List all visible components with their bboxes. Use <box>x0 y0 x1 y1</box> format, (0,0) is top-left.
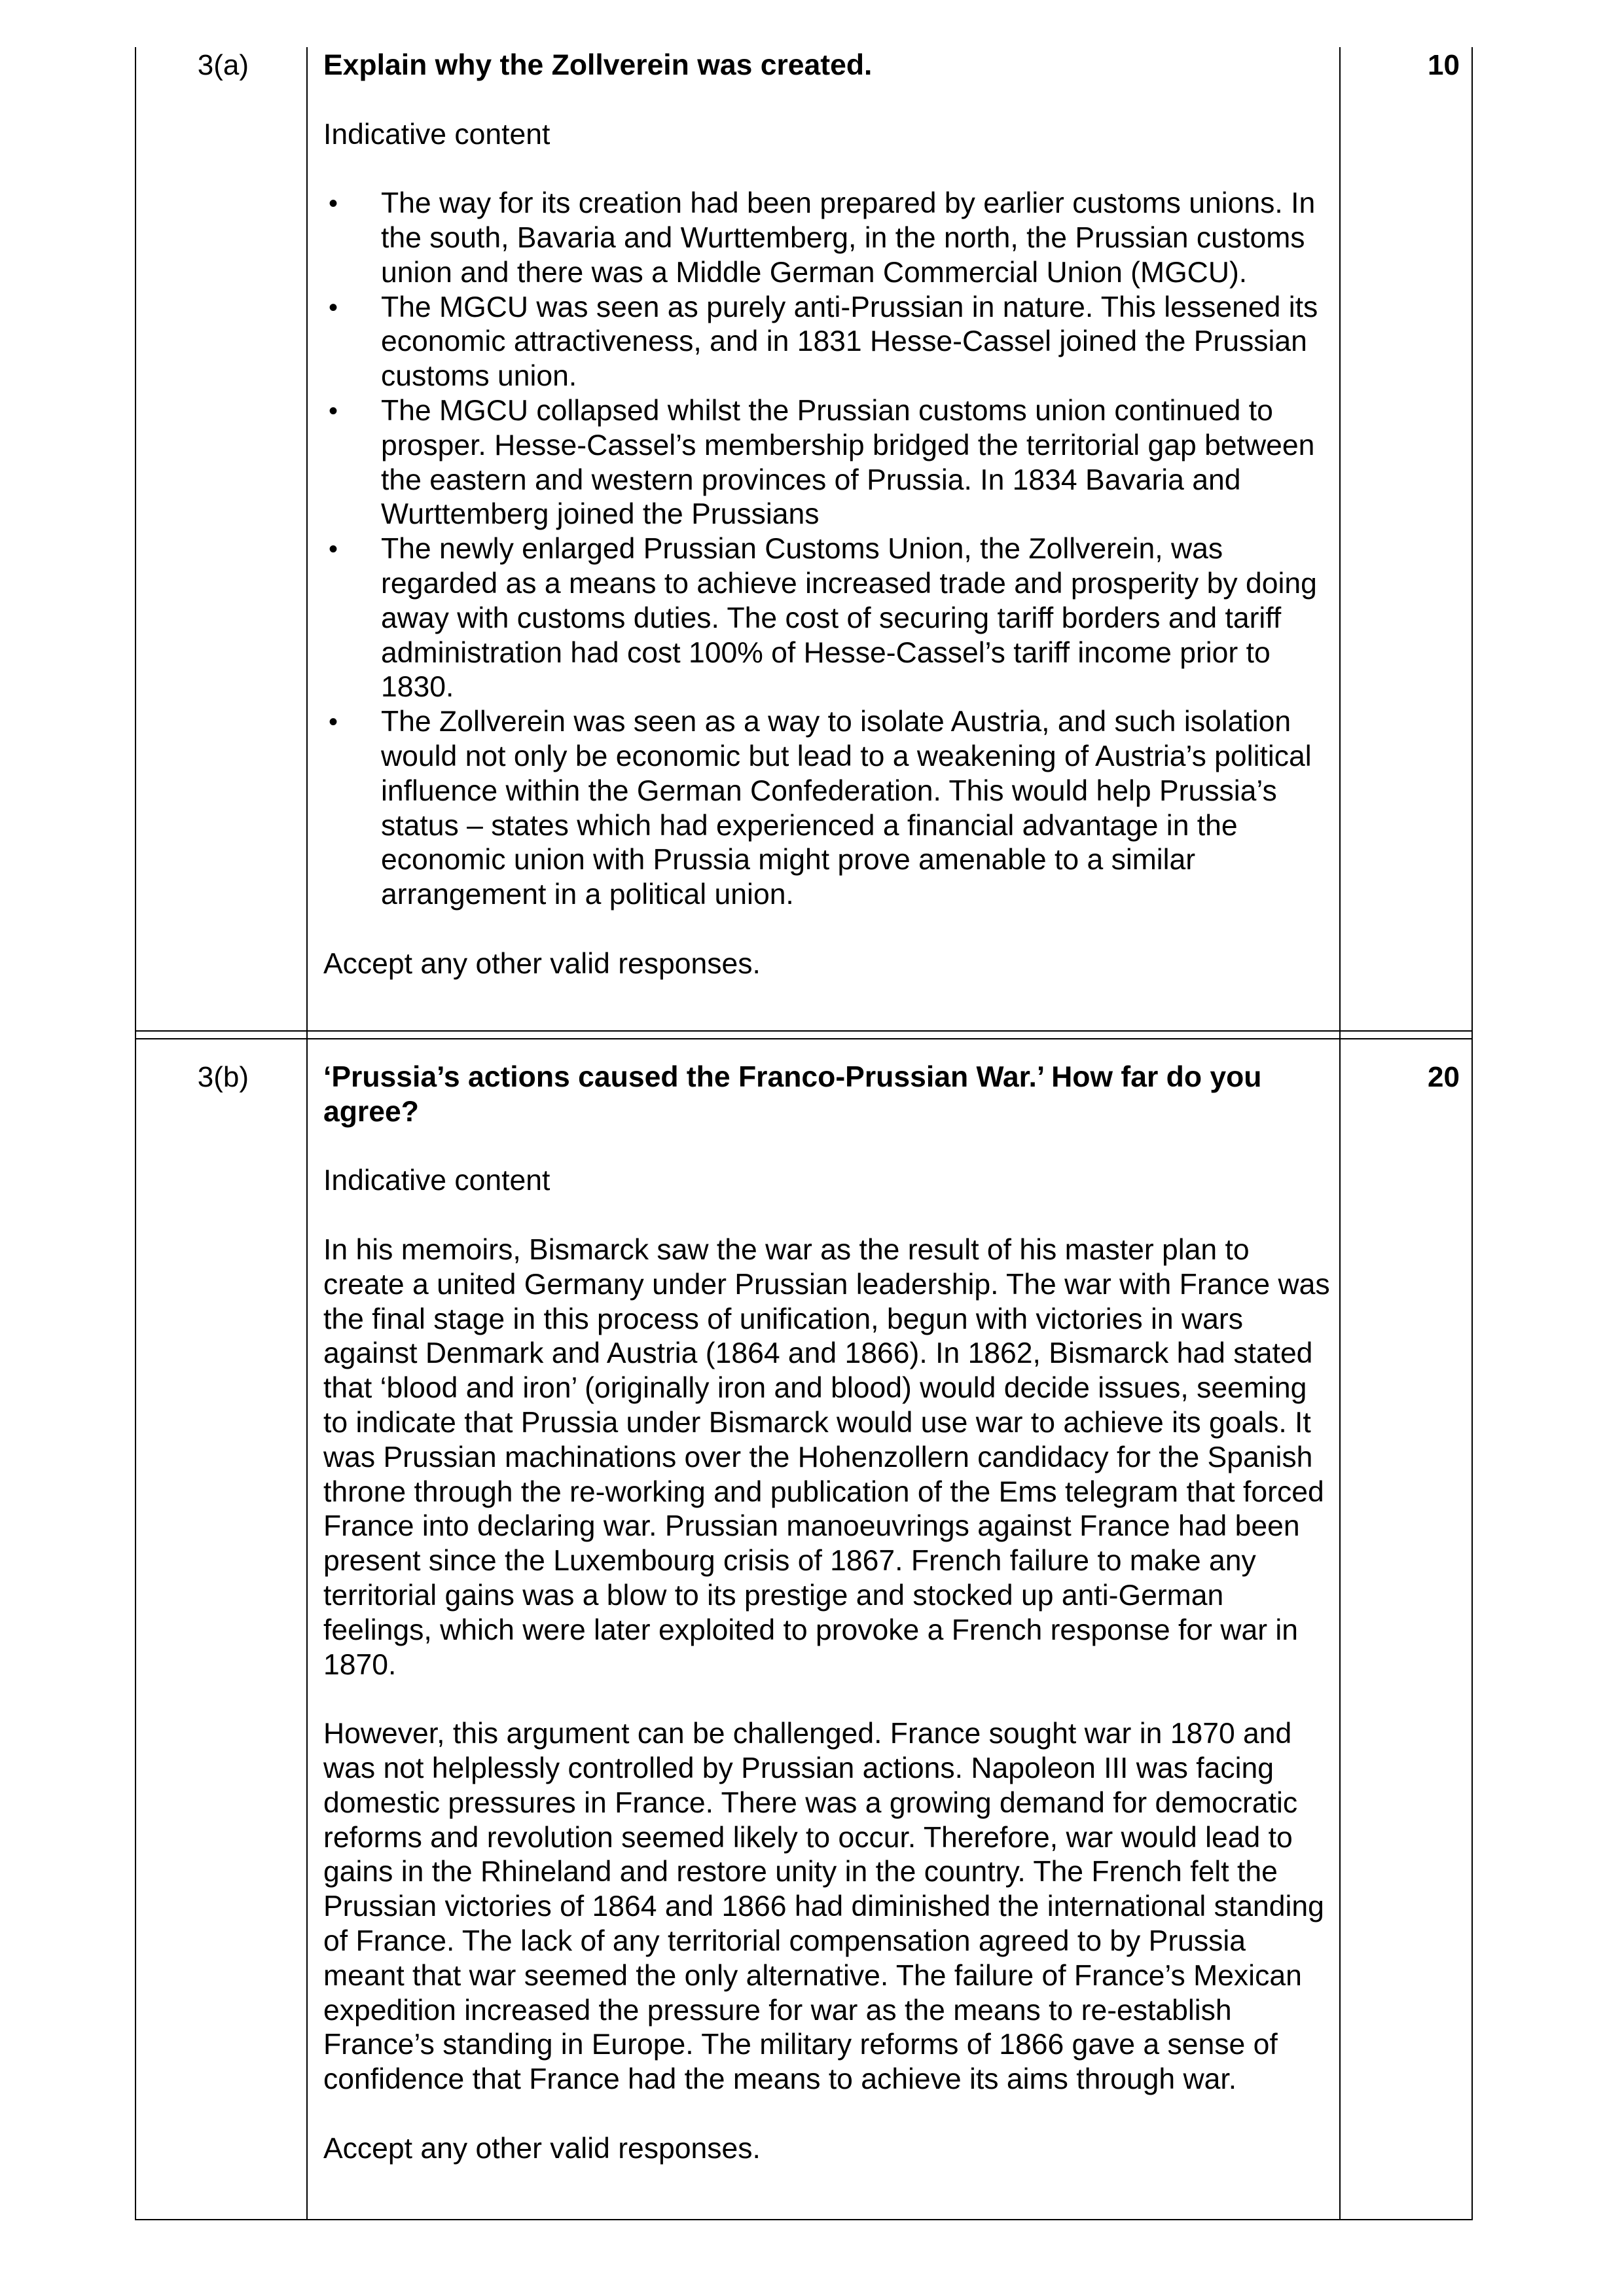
bullet-item <box>323 291 1331 394</box>
table-border-bottom <box>135 2219 1473 2220</box>
paragraph-prussia-argument: In his memoirs, Bismarck saw the war as the result of his master plan to create a united Germany under Prussian leadership. The war with France was the final stage in this process of unification, begun with victories in wars against Denmark and Austria (1864 and 1866). In 1862, Bismarck had stated that ‘blood and iron’ (originally iron and blood) would decide issues, seeming to indicate that Prussia under Bismarck would use war to achieve its goals. It was Prussian machinations over the Hohenzollern candidacy for the Spanish throne through the re-working and publication of the Ems telegram that forced France into declaring war. Prussian manoeuvrings against France had been present since the Luxembourg crisis of 1867. French failure to make any territorial gains was a blow to its prestige and stocked up anti-German feelings, which were later exploited to provoke a French response for war in 1870. <box>323 1233 1330 1681</box>
row-divider-top <box>135 1030 1473 1032</box>
bullet-icon: • <box>329 708 338 737</box>
answer-3a <box>323 48 1331 982</box>
bullet-text: The way for its creation had been prepared by earlier customs unions. In the south, Bavaria and Wurttemberg, in the north, the Prussian customs union and there was a Middle German Commercial Union (MGCU). <box>381 187 1316 289</box>
bullet-item <box>323 705 1331 912</box>
closing-note-3a: Accept any other valid responses. <box>323 947 761 980</box>
table-border-col1 <box>306 47 308 2220</box>
indicative-heading-3a: Indicative content <box>323 118 550 151</box>
question-number-3b: 3(b) <box>197 1061 249 1093</box>
indicative-heading-3b: Indicative content <box>323 1164 550 1197</box>
bullet-list-3a <box>323 187 1331 912</box>
bullet-icon: • <box>329 535 338 564</box>
bullet-icon: • <box>329 396 338 425</box>
bullet-text: The MGCU collapsed whilst the Prussian customs union continued to prosper. Hesse-Cassel’s membership bridged the territorial gap between the eastern and western provinces of Prussia. In 1834 Bavaria and Wurttemberg joined the Prussians <box>381 394 1315 531</box>
bullet-item <box>323 187 1331 290</box>
marks-3a: 10 <box>1428 49 1460 81</box>
paragraph-counter-argument: However, this argument can be challenged. France sought war in 1870 and was not helplessly controlled by Prussian actions. Napoleon III was facing domestic pressures in France. There was a growing demand for democratic reforms and revolution seemed likely to occur. Therefore, war would lead to gains in the Rhineland and restore unity in the country. The French felt the Prussian victories of 1864 and 1866 had diminished the international standing of France. The lack of any territorial compensation agreed to by Prussia meant that war seemed the only alternative. The failure of France’s Mexican expedition increased the pressure for war as the means to re-establish France’s standing in Europe. The military reforms of 1866 gave a sense of confidence that France had the means to achieve its aims through war. <box>323 1718 1324 2096</box>
bullet-icon: • <box>329 189 338 219</box>
table-border-right <box>1471 47 1473 2220</box>
question-number-3a: 3(a) <box>197 49 249 81</box>
row-divider-bottom <box>135 1038 1473 1039</box>
bullet-text: The MGCU was seen as purely anti-Prussian in nature. This lessened its economic attractiveness, and in 1831 Hesse-Cassel joined the Prussian customs union. <box>381 291 1318 393</box>
bullet-icon: • <box>329 293 338 322</box>
bullet-item <box>323 394 1331 532</box>
bullet-text: The newly enlarged Prussian Customs Union, the Zollverein, was regarded as a means to achieve increased trade and prosperity by doing away with customs duties. The cost of securing tariff borders and tariff administration had cost 100% of Hesse-Cassel’s tariff income prior to 1830. <box>381 533 1317 704</box>
table-border-left <box>135 47 136 2220</box>
question-title-3b: ‘Prussia’s actions caused the Franco-Prussian War.’ How far do you agree? <box>323 1061 1262 1128</box>
bullet-text: The Zollverein was seen as a way to isolate Austria, and such isolation would not only be economic but lead to a weakening of Austria’s political influence within the German Confederation. This would help Prussia’s status – states which had experienced a financial advantage in the economic union with Prussia might prove amenable to a similar arrangement in a political union. <box>381 706 1312 911</box>
marks-3b: 20 <box>1428 1061 1460 1093</box>
table-border-col2 <box>1339 47 1341 2220</box>
bullet-item <box>323 532 1331 705</box>
closing-note-3b: Accept any other valid responses. <box>323 2132 761 2165</box>
answer-3b <box>323 1060 1331 2167</box>
question-title-3a: Explain why the Zollverein was created. <box>323 49 873 81</box>
